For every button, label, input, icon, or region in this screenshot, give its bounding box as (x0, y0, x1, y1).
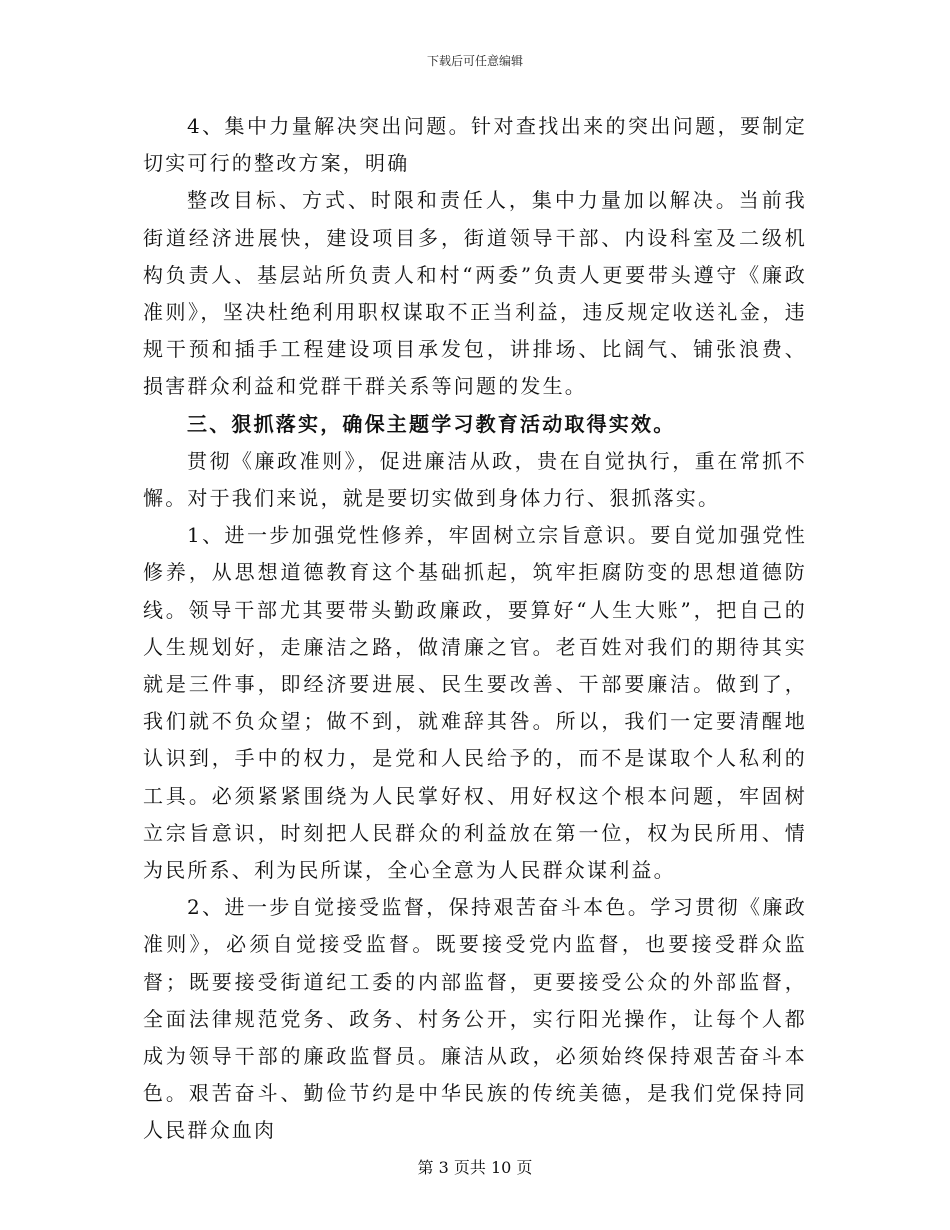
paragraph-1: 4、集中力量解决突出问题。针对查找出来的突出问题，要制定切实可行的整改方案，明确 (143, 114, 807, 176)
section-heading-3: 三、狠抓落实，确保主题学习教育活动取得实效。 (187, 411, 676, 436)
page-number-footer: 第 3 页共 10 页 (417, 1158, 533, 1177)
paragraph-6: 2、进一步自觉接受监督，保持艰苦奋斗本色。学习贯彻《廉政准则》，必须自觉接受监督。既要接受党内监督，也要接受群众监督；既要接受街道纪工委的内部监督，更要接受公众的外部监督，全面法律规范党务、政务、村务公开，实行阳光操作，让每个人都成为领导干部的廉政监督员。廉洁从政，必须始终保持艰苦奋斗本色。艰苦奋斗、勤俭节约是中华民族的传统美德，是我们党保持同人民群众血肉 (143, 895, 807, 1143)
paragraph-2: 整改目标、方式、时限和责任人，集中力量加以解决。当前我街道经济进展快，建设项目多，街道领导干部、内设科室及二级机构负责人、基层站所负责人和村“两委”负责人更要带头遵守《廉政准则》，坚决杜绝利用职权谋取不正当利益，违反规定收送礼金，违规干预和插手工程建设项目承发包，讲排场、比阔气、铺张浪费、损害群众利益和党群干群关系等问题的发生。 (143, 188, 807, 399)
paragraph-5: 1、进一步加强党性修养，牢固树立宗旨意识。要自觉加强党性修养，从思想道德教育这个基础抓起，筑牢拒腐防变的思想道德防线。领导干部尤其要带头勤政廉政，要算好“人生大账”，把自己的人生规划好，走廉洁之路，做清廉之官。老百姓对我们的期待其实就是三件事，即经济要进展、民生要改善、干部要廉洁。做到了，我们就不负众望；做不到，就难辞其咎。所以，我们一定要清醒地认识到，手中的权力，是党和人民给予的，而不是谋取个人私利的工具。必须紧紧围绕为人民掌好权、用好权这个根本问题，牢固树立宗旨意识，时刻把人民群众的利益放在第一位，权为民所用、情为民所系、利为民所谋，全心全意为人民群众谋利益。 (143, 523, 807, 883)
page-header-note: 下载后可任意编辑 (426, 54, 523, 68)
document-body (143, 108, 807, 1150)
paragraph-4: 贯彻《廉政准则》，促进廉洁从政，贵在自觉执行，重在常抓不懈。对于我们来说，就是要切实做到身体力行、狠抓落实。 (143, 448, 807, 511)
